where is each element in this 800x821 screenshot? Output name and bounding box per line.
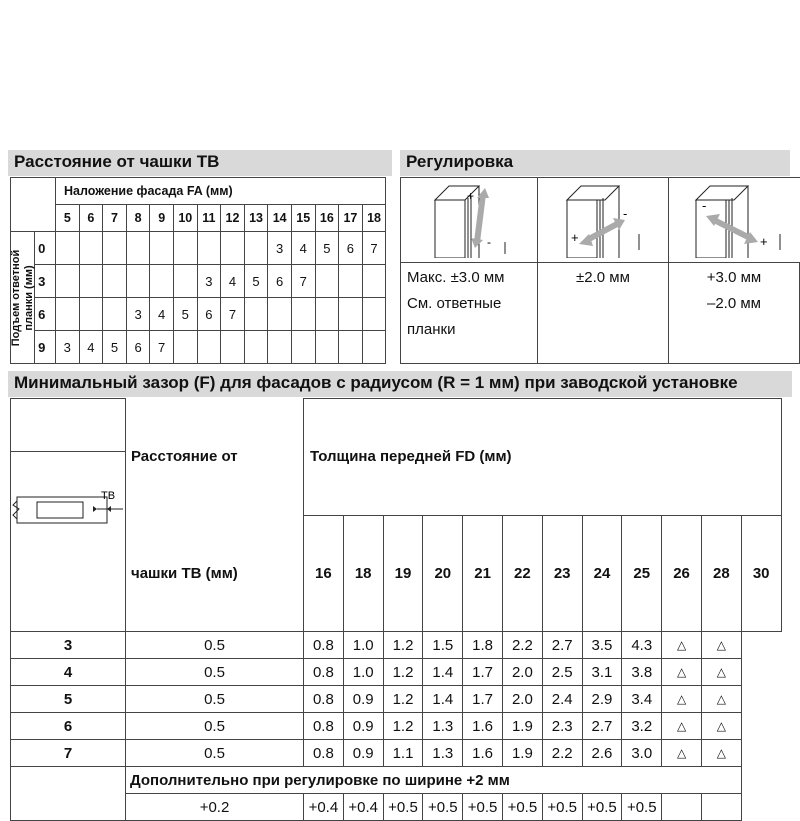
min-gap-row — [11, 632, 782, 659]
adjust-line: Макс. ±3.0 мм — [407, 269, 505, 286]
extra-adjust-cell: +0.5 — [423, 794, 463, 821]
tb-distance-cell — [315, 298, 339, 331]
tb-distance-cell — [268, 331, 292, 364]
min-gap-cell: 1.8 — [463, 632, 503, 659]
extra-adjust-cell: +0.4 — [343, 794, 383, 821]
min-gap-cell: 3.1 — [582, 659, 622, 686]
min-gap-table — [10, 398, 782, 821]
tb-distance-cell: 5 — [173, 298, 197, 331]
overlay-column-header: 8 — [126, 205, 150, 232]
min-gap-cell: 1.2 — [383, 686, 423, 713]
tb-distance-cell — [56, 265, 80, 298]
min-gap-cell: 2.0 — [502, 686, 542, 713]
fd-thickness-header: 28 — [701, 515, 741, 632]
fd-thickness-header: 25 — [622, 515, 662, 632]
tb-distance-cell — [244, 331, 268, 364]
tb-distance-cell: 4 — [79, 331, 103, 364]
min-gap-cell: 0.9 — [343, 740, 383, 767]
min-gap-header — [8, 371, 792, 397]
min-gap-cell: 0.5 — [126, 713, 304, 740]
min-gap-row — [11, 713, 782, 740]
min-gap-title: Минимальный зазор (F) для фасадов с радиусом (R = 1 мм) при заводской установке — [14, 373, 738, 392]
min-gap-cell: 1.2 — [383, 713, 423, 740]
tb-distance-cell — [126, 232, 150, 265]
min-gap-cell: 0.5 — [126, 686, 304, 713]
svg-text:+: + — [467, 189, 475, 203]
tb-header-line2: чашки ТВ (мм) — [126, 515, 304, 632]
min-gap-cell: △ — [701, 713, 741, 740]
overlay-column-header: 15 — [291, 205, 315, 232]
min-gap-cell: 1.4 — [423, 659, 463, 686]
svg-text:+: + — [571, 230, 579, 245]
extra-adjust-cell: +0.5 — [383, 794, 423, 821]
tb-value: 5 — [11, 686, 126, 713]
adjust-panel-depth — [669, 178, 800, 263]
min-gap-cell: 1.0 — [343, 659, 383, 686]
min-gap-row — [11, 659, 782, 686]
tb-distance-cell: 7 — [150, 331, 174, 364]
min-gap-cell: 2.3 — [542, 713, 582, 740]
min-gap-cell: 1.7 — [463, 659, 503, 686]
min-gap-cell: 3.5 — [582, 632, 622, 659]
tb-distance-cell — [103, 298, 127, 331]
overlay-column-row — [11, 205, 386, 232]
adjust-line: –2.0 мм — [707, 295, 761, 312]
tb-distance-cell — [291, 298, 315, 331]
adjust-line: ±2.0 мм — [576, 269, 630, 286]
min-gap-cell: 3.8 — [622, 659, 662, 686]
min-gap-cell: 2.0 — [502, 659, 542, 686]
tb-distance-cell — [362, 265, 386, 298]
min-gap-cell: 0.8 — [304, 632, 344, 659]
tb-distance-cell: 3 — [56, 331, 80, 364]
overlay-column-header: 18 — [362, 205, 386, 232]
tb-distance-table — [10, 177, 386, 364]
min-gap-cell: △ — [701, 659, 741, 686]
tb-distance-cell: 5 — [315, 232, 339, 265]
tb-distance-cell: 3 — [268, 232, 292, 265]
tb-distance-cell: 5 — [244, 265, 268, 298]
tb-distance-cell — [339, 331, 363, 364]
strike-plate-lift-label-cell — [11, 232, 35, 364]
min-gap-cell: 1.2 — [383, 632, 423, 659]
min-gap-cell: 0.8 — [304, 740, 344, 767]
min-gap-cell: 2.4 — [542, 686, 582, 713]
tb-distance-cell — [315, 331, 339, 364]
tb-value: 7 — [11, 740, 126, 767]
tb-distance-cell: 5 — [103, 331, 127, 364]
tb-value: 6 — [11, 713, 126, 740]
min-gap-cell: 0.8 — [304, 713, 344, 740]
tb-distance-cell: 7 — [221, 298, 245, 331]
extra-adjust-cell: +0.5 — [582, 794, 622, 821]
tb-distance-cell — [150, 265, 174, 298]
adjust-text-vertical — [401, 263, 538, 364]
adjustment-header — [400, 150, 790, 176]
fd-thickness-header: 30 — [741, 515, 781, 632]
min-gap-cell: 1.6 — [463, 713, 503, 740]
min-gap-cell: 1.5 — [423, 632, 463, 659]
tb-distance-cell: 7 — [362, 232, 386, 265]
tb-distance-cell: 6 — [197, 298, 221, 331]
min-gap-cell: 0.5 — [126, 632, 304, 659]
svg-text:+: + — [760, 234, 768, 249]
overlay-column-header: 9 — [150, 205, 174, 232]
fd-thickness-header: 19 — [383, 515, 423, 632]
min-gap-cell: 3.4 — [622, 686, 662, 713]
tb-distance-cell — [362, 298, 386, 331]
tb-distance-cell — [79, 265, 103, 298]
min-gap-cell: △ — [701, 740, 741, 767]
overlay-column-header: 13 — [244, 205, 268, 232]
tb-distance-cell — [197, 331, 221, 364]
tb-distance-cell — [103, 265, 127, 298]
strike-plate-lift-label: Подъем ответной планки (мм) — [9, 249, 35, 346]
extra-adjust-cell: +0.5 — [463, 794, 503, 821]
min-gap-cell: 2.2 — [542, 740, 582, 767]
min-gap-cell: 2.2 — [502, 632, 542, 659]
overlay-column-header: 7 — [103, 205, 127, 232]
adjust-line: +3.0 мм — [706, 269, 762, 286]
min-gap-cell: △ — [662, 659, 702, 686]
fd-thickness-header: 16 — [304, 515, 344, 632]
overlay-column-header: 11 — [197, 205, 221, 232]
tb-distance-cell — [79, 298, 103, 331]
tb-distance-cell: 4 — [150, 298, 174, 331]
tb-distance-cell — [103, 232, 127, 265]
fd-thickness-header: 26 — [662, 515, 702, 632]
adjust-line: планки — [407, 321, 456, 338]
min-gap-cell: 0.9 — [343, 686, 383, 713]
tb-distance-cell — [291, 331, 315, 364]
tb-distance-cell: 4 — [221, 265, 245, 298]
tb-header-line1: Расстояние от — [126, 399, 304, 516]
overlay-column-header: 10 — [173, 205, 197, 232]
adjustment-title: Регулировка — [406, 152, 514, 171]
depth-adjust-diagram — [670, 178, 798, 258]
tb-distance-row-label: 3 — [35, 265, 56, 298]
min-gap-cell: 0.9 — [343, 713, 383, 740]
vertical-adjust-diagram — [405, 178, 533, 258]
corner-cell — [11, 178, 56, 232]
tb-distance-cell — [339, 265, 363, 298]
tb-distance-cell — [79, 232, 103, 265]
tb-distance-cell — [244, 298, 268, 331]
overlay-column-header: 14 — [268, 205, 292, 232]
overlay-column-header: 12 — [221, 205, 245, 232]
min-gap-cell: 1.4 — [423, 686, 463, 713]
tb-distance-cell — [244, 232, 268, 265]
min-gap-cell: 2.6 — [582, 740, 622, 767]
min-gap-cell: △ — [701, 686, 741, 713]
tb-distance-cell: 4 — [291, 232, 315, 265]
min-gap-cell: △ — [701, 632, 741, 659]
fd-thickness-header: 20 — [423, 515, 463, 632]
tb-distance-header — [8, 150, 392, 176]
min-gap-cell: 2.7 — [582, 713, 622, 740]
min-gap-cell: 1.0 — [343, 632, 383, 659]
min-gap-cell: 1.6 — [463, 740, 503, 767]
fd-thickness-header: 24 — [582, 515, 622, 632]
extra-adjust-cell: +0.5 — [622, 794, 662, 821]
min-gap-cell: 1.1 — [383, 740, 423, 767]
fd-thickness-header: 22 — [502, 515, 542, 632]
tb-distance-row-label: 0 — [35, 232, 56, 265]
min-gap-cell: △ — [662, 740, 702, 767]
overlay-column-header: 16 — [315, 205, 339, 232]
min-gap-row — [11, 686, 782, 713]
min-gap-cell: 2.7 — [542, 632, 582, 659]
tb-distance-cell — [173, 265, 197, 298]
tb-diagram-label: TB — [101, 490, 116, 502]
side-adjust-diagram — [539, 178, 667, 258]
tb-distance-cell: 3 — [197, 265, 221, 298]
tb-distance-row — [11, 298, 386, 331]
tb-value: 3 — [11, 632, 126, 659]
min-gap-cell: 1.2 — [383, 659, 423, 686]
tb-distance-row — [11, 265, 386, 298]
min-gap-cell: 0.5 — [126, 659, 304, 686]
min-gap-cell: 1.3 — [423, 740, 463, 767]
tb-distance-cell — [221, 331, 245, 364]
min-gap-cell: 0.8 — [304, 686, 344, 713]
min-gap-cell: 1.9 — [502, 713, 542, 740]
tb-distance-cell: 6 — [268, 265, 292, 298]
tb-distance-cell: 3 — [126, 298, 150, 331]
min-gap-cell: 3.0 — [622, 740, 662, 767]
fd-header: Толщина передней FD (мм) — [304, 399, 782, 516]
min-gap-cell: △ — [662, 686, 702, 713]
min-gap-cell: △ — [662, 713, 702, 740]
tb-distance-cell — [173, 232, 197, 265]
gap-diagram-cell — [11, 399, 126, 632]
extra-adjust-cell: +0.5 — [502, 794, 542, 821]
min-gap-cell: △ — [662, 632, 702, 659]
adjust-line: См. ответные — [407, 295, 502, 312]
min-gap-cell: 4.3 — [622, 632, 662, 659]
extra-empty-cell — [11, 767, 126, 821]
tb-distance-cell: 7 — [291, 265, 315, 298]
extra-adjust-cell: +0.2 — [126, 794, 304, 821]
overlay-column-header: 5 — [56, 205, 80, 232]
tb-distance-cell — [362, 331, 386, 364]
tb-distance-cell — [268, 298, 292, 331]
svg-text:-: - — [487, 235, 491, 249]
tb-distance-row — [11, 232, 386, 265]
tb-distance-cell — [197, 232, 221, 265]
svg-text:-: - — [623, 206, 628, 221]
fd-thickness-header: 23 — [542, 515, 582, 632]
tb-distance-cell: 6 — [126, 331, 150, 364]
tb-distance-row-label: 9 — [35, 331, 56, 364]
tb-distance-row — [11, 331, 386, 364]
overlay-title: Наложение фасада FA (мм) — [56, 178, 386, 205]
adjust-text-side — [538, 263, 669, 364]
tb-distance-cell — [173, 331, 197, 364]
adjustment-table — [400, 177, 800, 364]
min-gap-cell: 0.8 — [304, 659, 344, 686]
overlay-column-header: 17 — [339, 205, 363, 232]
tb-distance-title: Расстояние от чашки ТВ — [14, 152, 220, 171]
fd-thickness-header: 18 — [343, 515, 383, 632]
min-gap-cell: 3.2 — [622, 713, 662, 740]
extra-title: Дополнительно при регулировке по ширине +2 мм — [126, 767, 742, 794]
min-gap-cell: 0.5 — [126, 740, 304, 767]
tb-distance-cell — [56, 232, 80, 265]
extra-adjust-cell: +0.5 — [542, 794, 582, 821]
min-gap-cell: 1.3 — [423, 713, 463, 740]
min-gap-row — [11, 740, 782, 767]
tb-gap-diagram — [11, 481, 125, 561]
adjust-panel-vertical — [401, 178, 538, 263]
min-gap-cell: 1.7 — [463, 686, 503, 713]
tb-value: 4 — [11, 659, 126, 686]
tb-distance-row-label: 6 — [35, 298, 56, 331]
overlay-column-header: 6 — [79, 205, 103, 232]
adjust-text-depth — [669, 263, 800, 364]
tb-distance-cell — [56, 298, 80, 331]
tb-distance-cell — [315, 265, 339, 298]
tb-distance-cell — [126, 265, 150, 298]
extra-adjust-cell: +0.4 — [304, 794, 344, 821]
tb-distance-cell — [221, 232, 245, 265]
min-gap-cell: 1.9 — [502, 740, 542, 767]
tb-distance-cell — [150, 232, 174, 265]
extra-adjust-cell — [662, 794, 702, 821]
tb-distance-cell — [339, 298, 363, 331]
min-gap-cell: 2.5 — [542, 659, 582, 686]
extra-adjust-cell — [701, 794, 741, 821]
fd-thickness-header: 21 — [463, 515, 503, 632]
min-gap-cell: 2.9 — [582, 686, 622, 713]
svg-text:-: - — [702, 198, 707, 213]
tb-distance-cell: 6 — [339, 232, 363, 265]
adjust-panel-side — [538, 178, 669, 263]
